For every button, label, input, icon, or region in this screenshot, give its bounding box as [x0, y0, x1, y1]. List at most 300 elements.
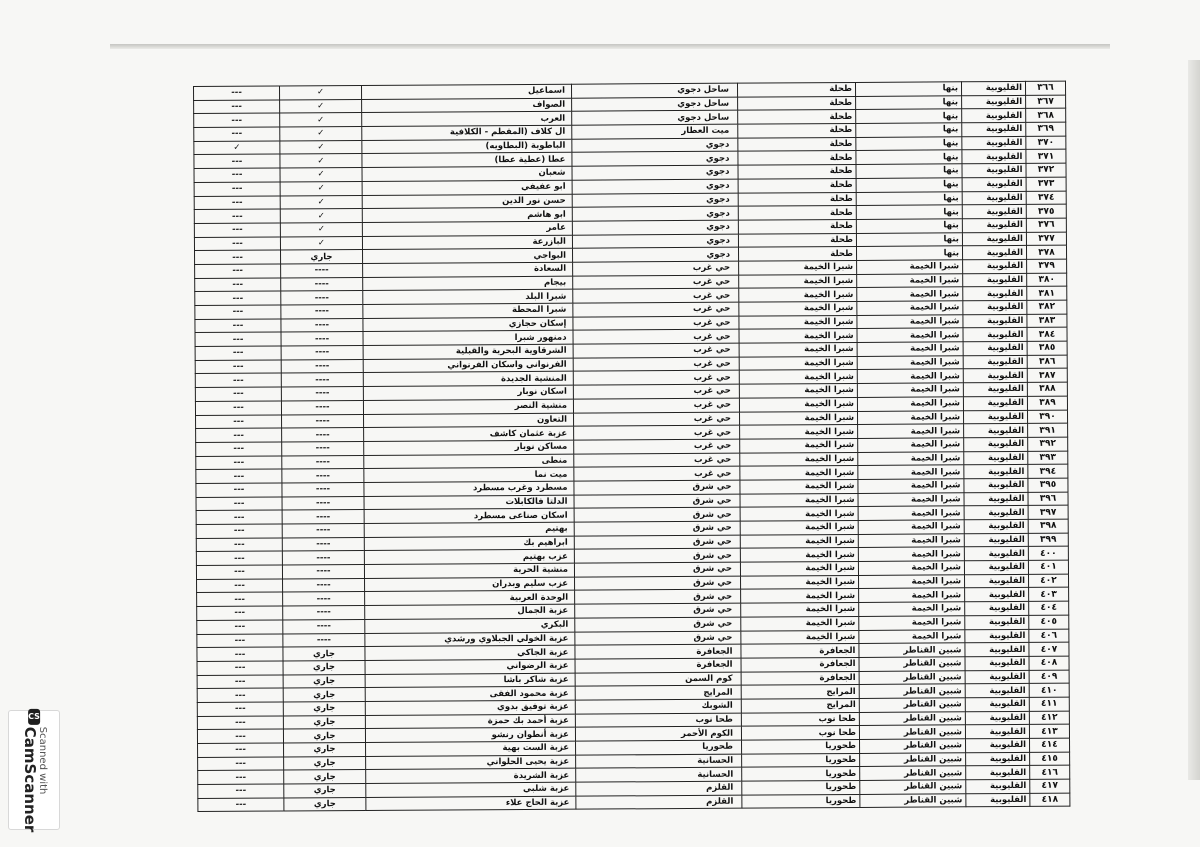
village-cell: القلزم: [576, 781, 742, 796]
village-cell: حي غرب: [573, 357, 739, 372]
governorate-cell: القليوبية: [963, 300, 1027, 314]
row-number: ٣٧١: [1026, 150, 1066, 164]
row-number: ٤٠٤: [1029, 601, 1069, 615]
status-cell-2: ---: [198, 784, 284, 798]
row-number: ٣٨٥: [1027, 341, 1067, 355]
status-cell-1: جاري: [283, 729, 365, 743]
governorate-cell: القليوبية: [965, 670, 1029, 684]
status-cell-2: ---: [197, 592, 283, 606]
governorate-cell: القليوبية: [966, 752, 1030, 766]
village-cell: دجوي: [572, 206, 738, 221]
markaz-cell: شبين القناطر: [859, 684, 965, 698]
row-number: ٤٠٩: [1029, 670, 1069, 684]
local-unit-cell: شبرا الخيمة: [740, 425, 858, 439]
hamlet-name-cell: المنشية الجديدة: [363, 372, 573, 387]
markaz-cell: شبرا الخيمة: [857, 410, 963, 424]
status-cell-1: ----: [282, 441, 364, 455]
status-cell-1: ----: [282, 482, 364, 496]
governorate-cell: القليوبية: [962, 109, 1026, 123]
hamlet-name-cell: عزبة أنطوان رنشو: [365, 727, 575, 742]
status-cell-1: ----: [281, 346, 363, 360]
status-cell-2: ---: [195, 278, 281, 292]
local-unit-cell: شبرا الخيمة: [739, 411, 857, 425]
markaz-cell: شبرا الخيمة: [859, 602, 965, 616]
status-cell-1: ✓: [280, 168, 362, 182]
local-unit-cell: طحوريا: [742, 781, 860, 795]
hamlet-name-cell: الصواف: [362, 98, 572, 113]
markaz-cell: بنها: [856, 246, 962, 260]
markaz-cell: بنها: [856, 123, 962, 137]
village-cell: حي شرق: [574, 494, 740, 509]
village-cell: حي شرق: [575, 603, 741, 618]
village-cell: الحسانية: [576, 768, 742, 783]
hamlet-name-cell: بهتيم: [364, 522, 574, 537]
row-number: ٣٧٥: [1026, 204, 1066, 218]
local-unit-cell: شبرا الخيمة: [739, 274, 857, 288]
row-number: ٤٠٧: [1029, 642, 1069, 656]
governorate-cell: القليوبية: [966, 738, 1030, 752]
status-cell-1: ✓: [280, 99, 362, 113]
village-cell: حي شرق: [574, 521, 740, 536]
hamlet-name-cell: منشية النصر: [363, 399, 573, 414]
status-cell-1: ✓: [280, 236, 362, 250]
row-number: ٤١٨: [1030, 793, 1070, 807]
row-number: ٣٩٤: [1028, 464, 1068, 478]
status-cell-2: ---: [196, 483, 282, 497]
hamlet-name-cell: عزبة الحاج علاء: [366, 796, 576, 811]
markaz-cell: شبرا الخيمة: [858, 533, 964, 547]
row-number: ٣٨٠: [1027, 273, 1067, 287]
hamlet-name-cell: الدلتا فالكابلات: [364, 495, 574, 510]
village-cell: حي شرق: [574, 480, 740, 495]
status-cell-1: ----: [281, 332, 363, 346]
local-unit-cell: طحلة: [738, 124, 856, 138]
village-cell: حي غرب: [573, 316, 739, 331]
governorate-cell: القليوبية: [961, 81, 1025, 95]
status-cell-2: ---: [195, 332, 281, 346]
status-cell-1: ----: [282, 537, 364, 551]
hamlet-name-cell: ابو هاشم: [362, 207, 572, 222]
local-unit-cell: شبرا الخيمة: [740, 548, 858, 562]
status-cell-1: ----: [281, 291, 363, 305]
markaz-cell: شبرا الخيمة: [857, 314, 963, 328]
status-cell-2: ---: [195, 305, 281, 319]
governorate-cell: القليوبية: [962, 164, 1026, 178]
status-cell-2: ---: [195, 401, 281, 415]
hamlet-name-cell: الباطوبة (البطاويه): [362, 139, 572, 154]
status-cell-2: ---: [196, 565, 282, 579]
village-cell: حي غرب: [573, 275, 739, 290]
status-cell-2: ---: [197, 675, 283, 689]
local-unit-cell: طحلة: [737, 82, 855, 96]
markaz-cell: شبرا الخيمة: [857, 260, 963, 274]
village-cell: الجعافرة: [575, 658, 741, 673]
scan-edge-shadow: [110, 44, 1110, 49]
row-number: ٣٦٩: [1026, 122, 1066, 136]
hamlet-name-cell: عزبة محمود الفقى: [365, 686, 575, 701]
status-cell-2: ---: [198, 798, 284, 812]
status-cell-1: ✓: [280, 222, 362, 236]
hamlet-name-cell: ميت نما: [364, 467, 574, 482]
status-cell-1: جاري: [284, 742, 366, 756]
local-unit-cell: طحلة: [738, 233, 856, 247]
row-number: ٣٧٦: [1026, 218, 1066, 232]
village-cell: دجوي: [572, 193, 738, 208]
hamlet-name-cell: عزبة شلبي: [366, 782, 576, 797]
village-cell: حي غرب: [573, 384, 739, 399]
village-cell: الجعافرة: [575, 644, 741, 659]
local-unit-cell: شبرا الخيمة: [739, 315, 857, 329]
hamlet-name-cell: عزب سليم وبدران: [365, 577, 575, 592]
row-number: ٣٧٧: [1026, 232, 1066, 246]
markaz-cell: شبرا الخيمة: [858, 547, 964, 561]
row-number: ٣٩١: [1028, 423, 1068, 437]
village-cell: حي شرق: [574, 535, 740, 550]
status-cell-2: ---: [197, 620, 283, 634]
village-cell: كوم السمن: [575, 672, 741, 687]
governorate-cell: القليوبية: [962, 246, 1026, 260]
hamlet-name-cell: عزبة أحمد بك حمزة: [365, 714, 575, 729]
village-cell: الشوبك: [575, 699, 741, 714]
status-cell-1: ----: [282, 469, 364, 483]
status-cell-1: ✓: [280, 181, 362, 195]
row-number: ٤١٣: [1029, 724, 1069, 738]
row-number: ٤٠١: [1028, 560, 1068, 574]
local-unit-cell: شبرا الخيمة: [741, 603, 859, 617]
village-cell: حي غرب: [573, 288, 739, 303]
status-cell-1: ----: [282, 551, 364, 565]
local-unit-cell: شبرا الخيمة: [739, 384, 857, 398]
markaz-cell: شبرا الخيمة: [857, 287, 963, 301]
markaz-cell: شبرا الخيمة: [858, 520, 964, 534]
local-unit-cell: شبرا الخيمة: [740, 562, 858, 576]
local-unit-cell: طحلة: [738, 178, 856, 192]
local-unit-cell: شبرا الخيمة: [739, 343, 857, 357]
governorate-cell: القليوبية: [962, 232, 1026, 246]
status-cell-1: جاري: [283, 660, 365, 674]
markaz-cell: شبين القناطر: [860, 794, 966, 808]
local-unit-cell: طحلة: [738, 151, 856, 165]
status-cell-2: ---: [196, 414, 282, 428]
status-cell-1: ----: [281, 304, 363, 318]
hamlet-name-cell: اسماعيل: [361, 84, 571, 99]
status-cell-1: ----: [282, 455, 364, 469]
village-cell: دجوي: [572, 179, 738, 194]
markaz-cell: شبرا الخيمة: [858, 479, 964, 493]
status-cell-1: جاري: [284, 797, 366, 811]
local-unit-cell: طحوريا: [742, 794, 860, 808]
status-cell-2: ---: [197, 702, 283, 716]
local-unit-cell: طحلة: [738, 110, 856, 124]
markaz-cell: شبرا الخيمة: [857, 342, 963, 356]
markaz-cell: شبين القناطر: [860, 752, 966, 766]
hamlet-name-cell: شعبان: [362, 166, 572, 181]
governorate-cell: القليوبية: [962, 191, 1026, 205]
markaz-cell: شبرا الخيمة: [857, 369, 963, 383]
local-unit-cell: شبرا الخيمة: [740, 452, 858, 466]
status-cell-2: ---: [194, 127, 280, 141]
governorate-cell: القليوبية: [962, 122, 1026, 136]
row-number: ٣٨٨: [1027, 382, 1067, 396]
hamlet-name-cell: منطى: [364, 454, 574, 469]
governorate-cell: القليوبية: [964, 492, 1028, 506]
row-number: ٣٦٦: [1025, 81, 1065, 95]
status-cell-2: ---: [196, 538, 282, 552]
local-unit-cell: طحوريا: [742, 767, 860, 781]
village-cell: حي غرب: [573, 330, 739, 345]
local-unit-cell: المرايج: [741, 698, 859, 712]
markaz-cell: شبرا الخيمة: [858, 492, 964, 506]
hamlet-name-cell: عزبة شاكر باشا: [365, 673, 575, 688]
status-cell-2: ---: [195, 291, 281, 305]
status-cell-1: ----: [283, 606, 365, 620]
hamlet-name-cell: منشية الحرية: [364, 563, 574, 578]
status-cell-2: ---: [196, 551, 282, 565]
status-cell-1: ✓: [280, 140, 362, 154]
status-cell-1: ----: [281, 387, 363, 401]
status-cell-2: ---: [198, 743, 284, 757]
status-cell-2: ---: [195, 319, 281, 333]
row-number: ٣٩٣: [1028, 451, 1068, 465]
row-number: ٣٩٨: [1028, 519, 1068, 533]
hamlet-name-cell: البازرعة: [362, 235, 572, 250]
status-cell-2: ---: [194, 154, 280, 168]
status-cell-1: ----: [282, 565, 364, 579]
village-cell: دجوي: [572, 152, 738, 167]
status-cell-1: ----: [281, 277, 363, 291]
local-unit-cell: طحلة: [738, 219, 856, 233]
row-number: ٣٩٧: [1028, 505, 1068, 519]
local-unit-cell: شبرا الخيمة: [739, 260, 857, 274]
governorate-cell: القليوبية: [964, 451, 1028, 465]
hamlet-name-cell: ابراهيم بك: [364, 536, 574, 551]
row-number: ٤٠٣: [1029, 588, 1069, 602]
village-cell: حي غرب: [574, 439, 740, 454]
village-cell: دجوي: [572, 138, 738, 153]
status-cell-1: جاري: [284, 784, 366, 798]
markaz-cell: بنها: [856, 137, 962, 151]
markaz-cell: شبرا الخيمة: [858, 424, 964, 438]
hamlet-name-cell: مسطرد وغرب مسطرد: [364, 481, 574, 496]
governorate-cell: القليوبية: [963, 287, 1027, 301]
status-cell-1: جاري: [283, 715, 365, 729]
village-cell: ساحل دجوي: [572, 111, 738, 126]
hamlet-name-cell: عزبة يحيى الحلواني: [366, 755, 576, 770]
governorate-cell: القليوبية: [963, 369, 1027, 383]
village-cell: الحسانية: [576, 754, 742, 769]
status-cell-2: ---: [195, 250, 281, 264]
status-cell-1: جاري: [284, 756, 366, 770]
governorate-cell: القليوبية: [965, 588, 1029, 602]
markaz-cell: بنها: [856, 232, 962, 246]
local-unit-cell: شبرا الخيمة: [739, 356, 857, 370]
governorate-cell: القليوبية: [963, 383, 1027, 397]
local-unit-cell: شبرا الخيمة: [740, 520, 858, 534]
hamlet-name-cell: الوحدة العربية: [365, 591, 575, 606]
row-number: ٤١١: [1029, 697, 1069, 711]
status-cell-1: جاري: [283, 701, 365, 715]
status-cell-2: ---: [194, 182, 280, 196]
hamlet-name-cell: عزبة الجاكي: [365, 645, 575, 660]
local-unit-cell: الجعافرة: [741, 644, 859, 658]
markaz-cell: شبرا الخيمة: [859, 588, 965, 602]
local-unit-cell: طحلة: [738, 192, 856, 206]
markaz-cell: شبين القناطر: [860, 739, 966, 753]
village-cell: دجوي: [572, 247, 738, 262]
markaz-cell: بنها: [856, 150, 962, 164]
status-cell-1: ----: [283, 592, 365, 606]
local-unit-cell: شبرا الخيمة: [740, 534, 858, 548]
local-unit-cell: شبرا الخيمة: [740, 438, 858, 452]
local-unit-cell: طحا نوب: [741, 726, 859, 740]
status-cell-1: ✓: [280, 85, 362, 99]
governorate-cell: القليوبية: [962, 205, 1026, 219]
local-unit-cell: شبرا الخيمة: [741, 575, 859, 589]
hamlet-name-cell: عزبة الشريدة: [366, 769, 576, 784]
hamlet-name-cell: شبرا المحطة: [363, 303, 573, 318]
row-number: ٣٧٣: [1026, 177, 1066, 191]
status-cell-1: ----: [283, 619, 365, 633]
governorate-cell: القليوبية: [966, 793, 1030, 807]
village-cell: حي غرب: [573, 398, 739, 413]
status-cell-1: ----: [281, 373, 363, 387]
row-number: ٤١٢: [1029, 711, 1069, 725]
markaz-cell: شبرا الخيمة: [857, 356, 963, 370]
governorate-cell: القليوبية: [964, 519, 1028, 533]
hamlet-name-cell: عزبة الست بهية: [366, 741, 576, 756]
hamlet-name-cell: الفرنواني واسكان الفرنواني: [363, 358, 573, 373]
status-cell-2: ---: [197, 729, 283, 743]
markaz-cell: شبرا الخيمة: [859, 629, 965, 643]
markaz-cell: شبين القناطر: [859, 711, 965, 725]
status-cell-2: ---: [195, 360, 281, 374]
local-unit-cell: طحلة: [738, 137, 856, 151]
status-cell-2: ---: [196, 510, 282, 524]
row-number: ٣٧٤: [1026, 191, 1066, 205]
status-cell-1: جاري: [283, 688, 365, 702]
row-number: ٣٧٨: [1026, 245, 1066, 259]
row-number: ٤١٧: [1030, 779, 1070, 793]
local-unit-cell: الجعافرة: [741, 671, 859, 685]
hamlet-name-cell: عزبة توفيق بدوي: [365, 700, 575, 715]
governorate-cell: القليوبية: [965, 643, 1029, 657]
governorate-cell: القليوبية: [964, 506, 1028, 520]
row-number: ٣٨٧: [1027, 369, 1067, 383]
markaz-cell: شبرا الخيمة: [858, 438, 964, 452]
status-cell-2: ---: [194, 113, 280, 127]
markaz-cell: شبرا الخيمة: [857, 301, 963, 315]
row-number: ٣٨٢: [1027, 300, 1067, 314]
governorate-cell: القليوبية: [964, 533, 1028, 547]
village-cell: حي غرب: [573, 302, 739, 317]
village-cell: ساحل دجوي: [572, 97, 738, 112]
hamlet-name-cell: عطا (عطية عطا): [362, 153, 572, 168]
governorate-cell: القليوبية: [965, 629, 1029, 643]
status-cell-2: ---: [196, 497, 282, 511]
status-cell-2: ---: [195, 346, 281, 360]
status-cell-2: ---: [194, 209, 280, 223]
status-cell-2: ---: [197, 647, 283, 661]
village-cell: حي شرق: [574, 507, 740, 522]
local-unit-cell: شبرا الخيمة: [740, 466, 858, 480]
markaz-cell: شبرا الخيمة: [858, 465, 964, 479]
status-cell-1: ----: [281, 400, 363, 414]
status-cell-2: ---: [197, 633, 283, 647]
governorate-cell: القليوبية: [963, 314, 1027, 328]
villages-table: [193, 81, 1070, 813]
status-cell-2: ---: [196, 524, 282, 538]
governorate-cell: القليوبية: [962, 177, 1026, 191]
row-number: ٣٨٩: [1027, 396, 1067, 410]
row-number: ٣٨١: [1027, 286, 1067, 300]
status-cell-2: ---: [197, 688, 283, 702]
governorate-cell: القليوبية: [964, 424, 1028, 438]
local-unit-cell: شبرا الخيمة: [741, 630, 859, 644]
governorate-cell: القليوبية: [964, 574, 1028, 588]
status-cell-1: ----: [281, 263, 363, 277]
row-number: ٣٦٧: [1026, 95, 1066, 109]
markaz-cell: شبين القناطر: [859, 643, 965, 657]
local-unit-cell: طحلة: [738, 247, 856, 261]
village-cell: دجوي: [572, 220, 738, 235]
status-cell-2: ---: [196, 469, 282, 483]
status-cell-1: ----: [282, 510, 364, 524]
hamlet-name-cell: ابو عفيفي: [362, 180, 572, 195]
markaz-cell: شبرا الخيمة: [859, 575, 965, 589]
status-cell-2: ---: [195, 387, 281, 401]
governorate-cell: القليوبية: [965, 615, 1029, 629]
status-cell-2: ---: [195, 373, 281, 387]
hamlet-name-cell: عزبة الخولي الجبلاوي ورشدي: [365, 632, 575, 647]
status-cell-2: ---: [197, 716, 283, 730]
status-cell-1: ----: [282, 414, 364, 428]
village-cell: حي شرق: [575, 590, 741, 605]
governorate-cell: القليوبية: [963, 273, 1027, 287]
markaz-cell: شبرا الخيمة: [857, 273, 963, 287]
status-cell-1: ----: [281, 318, 363, 332]
row-number: ٤١٤: [1030, 738, 1070, 752]
village-cell: حي غرب: [573, 343, 739, 358]
village-cell: حي شرق: [575, 617, 741, 632]
row-number: ٤٠٢: [1028, 574, 1068, 588]
village-cell: الكوم الأحمر: [575, 726, 741, 741]
local-unit-cell: طحلة: [738, 165, 856, 179]
row-number: ٣٦٨: [1026, 109, 1066, 123]
row-number: ٣٧٩: [1027, 259, 1067, 273]
village-cell: حي شرق: [574, 549, 740, 564]
status-cell-2: ---: [196, 456, 282, 470]
row-number: ٣٩٠: [1027, 410, 1067, 424]
village-cell: حي غرب: [574, 466, 740, 481]
status-cell-1: ----: [281, 359, 363, 373]
row-number: ٤٠٠: [1028, 547, 1068, 561]
governorate-cell: القليوبية: [962, 136, 1026, 150]
hamlet-name-cell: إسكان حجازي: [363, 317, 573, 332]
markaz-cell: شبرا الخيمة: [857, 397, 963, 411]
village-cell: طحوريا: [576, 740, 742, 755]
hamlet-name-cell: عزبة الجمال: [365, 604, 575, 619]
hamlet-name-cell: عزبة الرضواني: [365, 659, 575, 674]
table-body: [194, 81, 1070, 812]
governorate-cell: القليوبية: [964, 478, 1028, 492]
row-number: ٤٠٨: [1029, 656, 1069, 670]
status-cell-2: ---: [198, 770, 284, 784]
governorate-cell: القليوبية: [963, 259, 1027, 273]
row-number: ٣٩٩: [1028, 533, 1068, 547]
hamlet-name-cell: العرب: [362, 112, 572, 127]
status-cell-1: ✓: [280, 195, 362, 209]
village-cell: حي شرق: [574, 562, 740, 577]
